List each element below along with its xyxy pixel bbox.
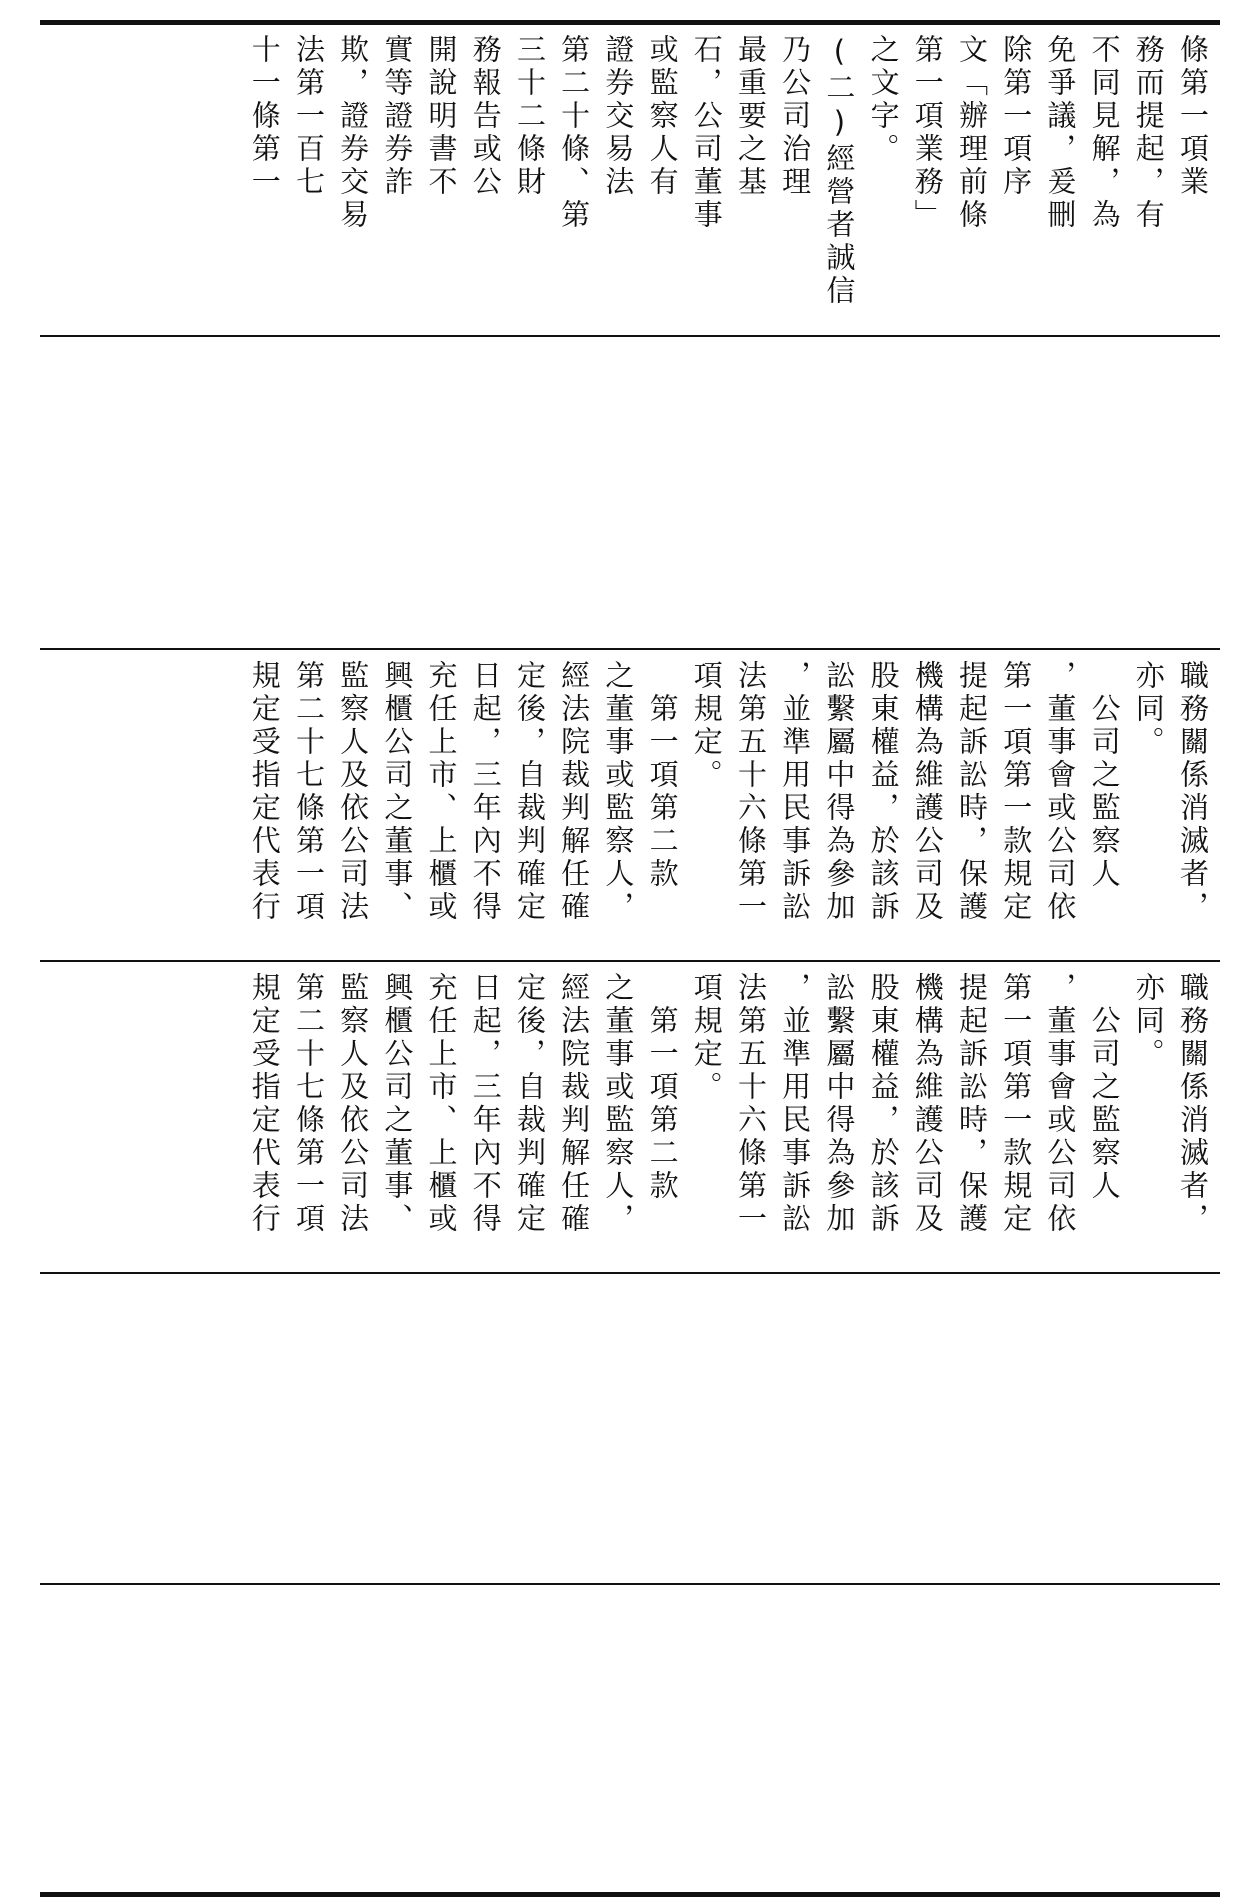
text-column: 第一項業務」 [910,34,945,232]
bottom-rule [40,1892,1220,1897]
text-column: 項規定。 [689,972,724,1104]
text-column: 規定受指定代表行 [247,660,282,924]
text-column: 不同見解，為 [1087,34,1122,232]
text-column: ，並準用民事訴訟 [778,660,813,924]
text-column: 監察人及依公司法 [336,972,371,1236]
section-blank-2 [50,1284,1215,1574]
section-amended-text [50,660,1215,950]
text-column: 經法院裁判解任確 [557,660,592,924]
text-column: 開說明書不 [424,34,459,199]
text-column: 第一項第二款 [645,972,680,1203]
section-explanation [50,34,1215,319]
text-column: 日起，三年內不得 [468,972,503,1236]
text-column: 之文字。 [866,34,901,166]
text-column: 提起訴訟時，保護 [954,972,989,1236]
divider-3 [40,960,1220,962]
section-text [50,972,1215,1262]
section-text [50,345,1215,635]
text-column: 機構為維護公司及 [910,972,945,1236]
text-column: 定後，自裁判確定 [512,660,547,924]
text-column: 股東權益，於該訴 [866,660,901,924]
text-column: 提起訴訟時，保護 [954,660,989,924]
text-column: 第二十七條第一項 [291,972,326,1236]
text-column: ，並準用民事訴訟 [778,972,813,1236]
text-column: 充任上市、上櫃或 [424,660,459,924]
text-column: 監察人及依公司法 [336,660,371,924]
text-column: 石，公司董事 [689,34,724,232]
section-blank-3 [50,1595,1215,1885]
text-column: 之董事或監察人， [601,972,636,1236]
text-column: 法第五十六條第一 [733,660,768,924]
text-column: 充任上市、上櫃或 [424,972,459,1236]
divider-4 [40,1272,1220,1274]
text-column: 最重要之基 [733,34,768,199]
text-column: 證券交易法 [601,34,636,199]
text-column: 第一項第二款 [645,660,680,891]
text-column: 第二十條、第 [557,34,592,232]
text-column: 法第五十六條第一 [733,972,768,1236]
divider-2 [40,648,1220,650]
text-column: 項規定。 [689,660,724,792]
text-column: 第一項第一款規定 [999,972,1034,1236]
section-current-text [50,972,1215,1262]
text-column: ，董事會或公司依 [1043,972,1078,1236]
text-column: 務報告或公 [468,34,503,199]
text-column: 乃公司治理 [778,34,813,199]
divider-5 [40,1583,1220,1585]
text-column: 職務關係消滅者， [1176,972,1210,1236]
text-column: 務而提起，有 [1131,34,1166,232]
text-column: 機構為維護公司及 [910,660,945,924]
text-column: 股東權益，於該訴 [866,972,901,1236]
text-column: 定後，自裁判確定 [512,972,547,1236]
text-column: 訟繫屬中得為參加 [822,660,857,924]
section-text [50,1284,1215,1574]
text-column: (二)經營者誠信 [822,34,857,308]
text-column: 經法院裁判解任確 [557,972,592,1236]
text-column: 實等證券詐 [380,34,415,199]
section-blank-1 [50,345,1215,635]
text-column: 亦同。 [1131,660,1166,759]
text-column: 除第一項序 [999,34,1034,199]
divider-1 [40,335,1220,337]
text-column: ，董事會或公司依 [1043,660,1078,924]
section-text [50,34,1215,319]
text-column: 亦同。 [1131,972,1166,1071]
text-column: 第二十七條第一項 [291,660,326,924]
text-column: 條第一項業 [1176,34,1210,199]
text-column: 欺，證券交易 [336,34,371,232]
text-column: 公司之監察人 [1087,660,1122,891]
section-text [50,1595,1215,1885]
text-column: 公司之監察人 [1087,972,1122,1203]
text-column: 第一項第一款規定 [999,660,1034,924]
text-column: 或監察人有 [645,34,680,199]
text-column: 十一條第一 [247,34,282,199]
text-column: 日起，三年內不得 [468,660,503,924]
text-column: 職務關係消滅者， [1176,660,1210,924]
text-column: 之董事或監察人， [601,660,636,924]
text-column: 法第一百七 [291,34,326,199]
text-column: 三十二條財 [512,34,547,199]
text-column: 興櫃公司之董事、 [380,972,415,1236]
text-column: 訟繫屬中得為參加 [822,972,857,1236]
text-column: 文「辦理前條 [954,34,989,232]
section-text [50,660,1215,950]
text-column: 規定受指定代表行 [247,972,282,1236]
text-column: 興櫃公司之董事、 [380,660,415,924]
text-column: 免爭議，爰刪 [1043,34,1078,232]
top-rule [40,20,1220,25]
